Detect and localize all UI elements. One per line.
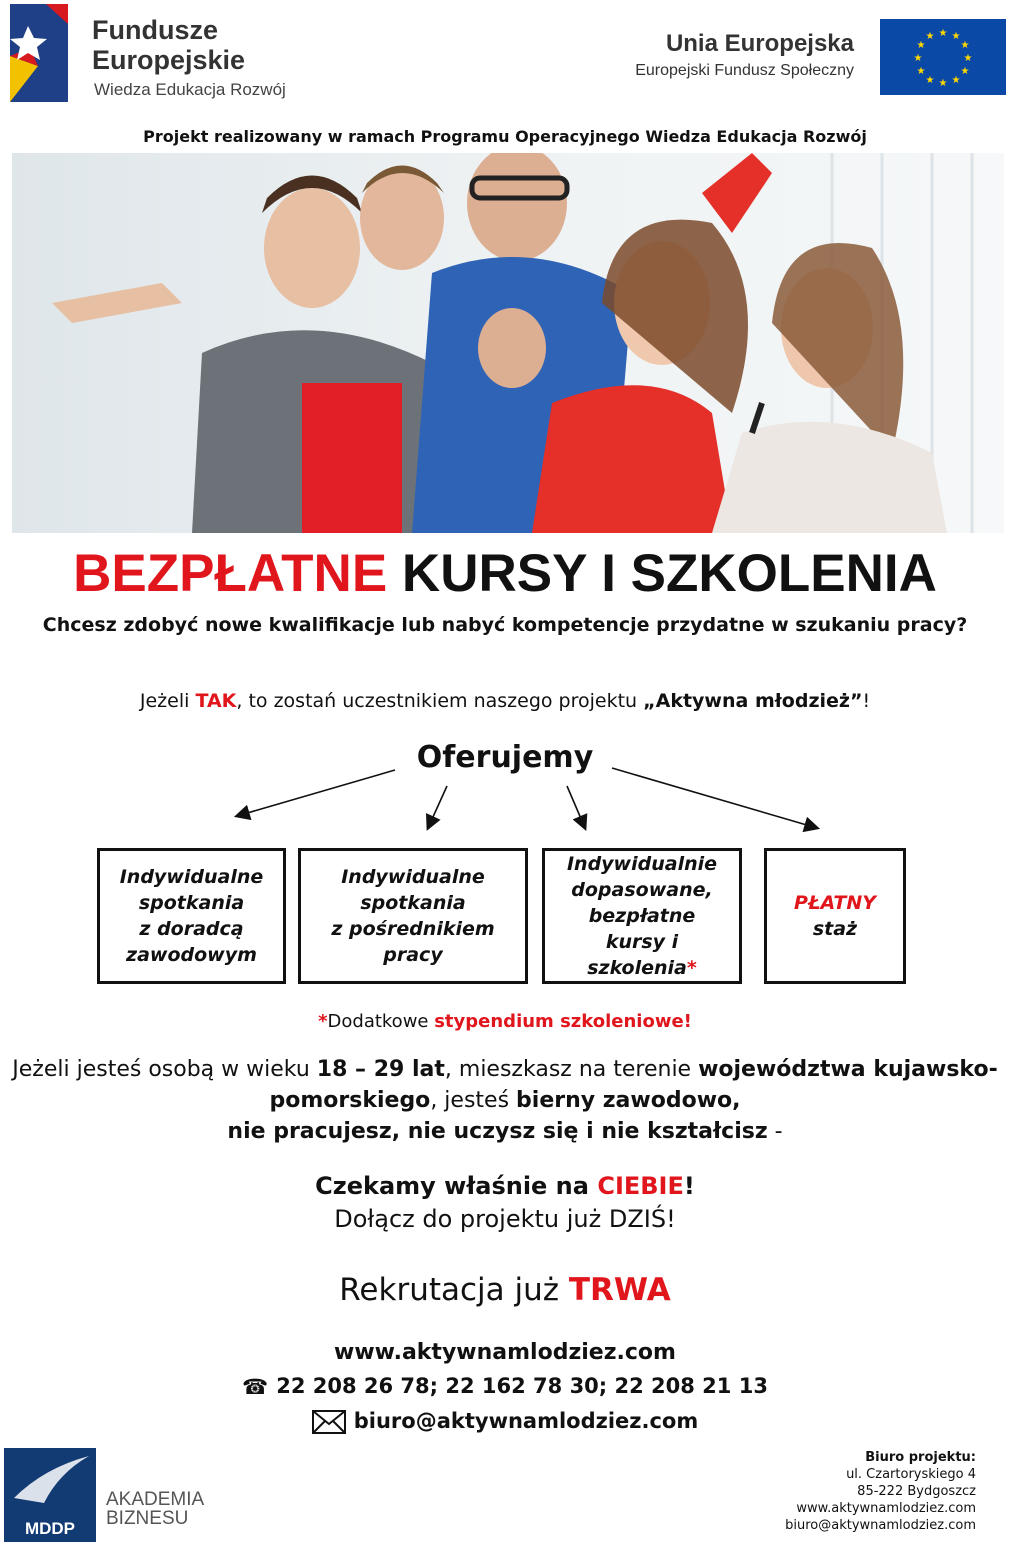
scholarship-pre: Dodatkowe xyxy=(327,1011,435,1032)
czekamy-pre: Czekamy właśnie na xyxy=(315,1172,598,1200)
join-today: Dołącz do projektu już DZIŚ! xyxy=(334,1205,676,1233)
box4-internship: staż xyxy=(812,918,858,940)
envelope-icon xyxy=(312,1410,346,1434)
arrow-to-box1 xyxy=(237,770,395,816)
svg-text:★: ★ xyxy=(916,40,926,51)
email-link[interactable]: biuro@aktywnamlodziez.com xyxy=(353,1409,699,1433)
czekamy-you: CIEBIE xyxy=(597,1172,684,1200)
fe-logo-mark-icon xyxy=(10,4,68,102)
office-website[interactable]: www.aktywnamlodziez.com xyxy=(796,1501,976,1516)
fe-logo-title-line2: Europejskie xyxy=(92,45,246,75)
box2-line: spotkania xyxy=(360,892,466,914)
office-city: 85-222 Bydgoszcz xyxy=(857,1484,976,1499)
box2-line: Indywidualne xyxy=(341,866,485,888)
svg-text:★: ★ xyxy=(960,40,970,51)
arrow-to-box4 xyxy=(612,768,817,828)
project-name: „Aktywna młodzież” xyxy=(643,690,863,712)
arrow-to-box3 xyxy=(567,786,585,828)
offer-box-job-agent xyxy=(298,848,528,984)
svg-text:★: ★ xyxy=(960,66,970,77)
hero-group-photo xyxy=(12,153,1004,533)
elig-inactive: bierny zawodowo, xyxy=(516,1088,741,1113)
tak-line-mid: , to zostań uczestnikiem naszego projektu xyxy=(236,690,644,712)
phone-list[interactable]: 22 208 26 78; 22 162 78 30; 22 208 21 13 xyxy=(276,1374,768,1398)
box1-line: z doradcą xyxy=(139,918,244,940)
scholarship-asterisk: * xyxy=(318,1011,328,1032)
akademia-biznesu-logo xyxy=(106,1490,204,1528)
svg-text:★: ★ xyxy=(925,31,935,42)
ue-logo-title: Unia Europejska xyxy=(665,30,854,57)
recruitment-ongoing: TRWA xyxy=(568,1272,671,1308)
box4-paid: PŁATNY xyxy=(794,892,876,914)
tak-line-end: ! xyxy=(862,690,871,712)
elig-region: województwa kujawsko-pomorskiego xyxy=(269,1057,998,1113)
mddp-text: MDDP xyxy=(24,1519,76,1538)
offer-arrows xyxy=(0,760,1010,840)
recruitment-pre: Rekrutacja już xyxy=(339,1272,569,1308)
fe-logo-title-line1: Fundusze xyxy=(92,15,218,45)
mddp-logo xyxy=(4,1448,96,1542)
czekamy-end: ! xyxy=(683,1172,695,1200)
elig-neet: nie pracujesz, nie uczysz się i nie kształcisz xyxy=(227,1119,768,1144)
box3-line: dopasowane, xyxy=(571,879,713,901)
email-contact xyxy=(0,1409,1010,1434)
intro-question: Chcesz zdobyć nowe kwalifikacje lub nabyć kompetencje przydatne w szukaniu pracy? xyxy=(42,614,968,636)
svg-text:★: ★ xyxy=(951,31,961,42)
headline-courses: KURSY I SZKOLENIA xyxy=(387,544,937,603)
offer-box-paid-internship xyxy=(764,848,906,984)
recruitment-status xyxy=(0,1272,1010,1308)
eu-flag-icon xyxy=(880,19,1006,95)
fundusze-europejskie-logo xyxy=(10,4,330,104)
box3-line: bezpłatne xyxy=(588,905,696,927)
office-title: Biuro projektu: xyxy=(865,1450,976,1465)
svg-text:★: ★ xyxy=(963,53,973,64)
box2-line: pracy xyxy=(383,944,443,966)
offer-box-free-courses xyxy=(542,848,742,984)
scholarship-highlight: stypendium szkoleniowe! xyxy=(434,1011,692,1032)
office-email[interactable]: biuro@aktywnamlodziez.com xyxy=(785,1518,976,1533)
elig-part: , jesteś xyxy=(430,1088,517,1113)
project-office-info xyxy=(785,1449,976,1534)
elig-age: 18 – 29 lat xyxy=(316,1057,445,1082)
phone-icon: ☎ xyxy=(242,1375,269,1399)
svg-text:★: ★ xyxy=(925,75,935,86)
box1-line: zawodowym xyxy=(126,944,257,966)
akademia-line2: BIZNESU xyxy=(106,1508,189,1529)
tak-line-pre: Jeżeli xyxy=(139,690,196,712)
box1-line: Indywidualne xyxy=(119,866,264,888)
fe-logo-subtitle: Wiedza Edukacja Rozwój xyxy=(94,80,286,99)
svg-text:★: ★ xyxy=(938,78,948,89)
svg-text:★: ★ xyxy=(951,75,961,86)
elig-part: Jeżeli jesteś osobą w wieku xyxy=(12,1057,317,1082)
headline-free: BEZPŁATNE xyxy=(73,544,388,603)
eligibility-text xyxy=(10,1054,1000,1147)
elig-part: , mieszkasz na terenie xyxy=(444,1057,699,1082)
ue-logo-subtitle: Europejski Fundusz Społeczny xyxy=(635,62,854,79)
project-program-line: Projekt realizowany w ramach Programu Operacyjnego Wiedza Edukacja Rozwój xyxy=(143,127,867,146)
box1-line: spotkania xyxy=(138,892,245,914)
arrow-to-box2 xyxy=(428,786,447,828)
box3-line: szkolenia xyxy=(587,957,687,979)
tak-line xyxy=(0,690,1010,712)
offer-title: Oferujemy xyxy=(416,740,594,775)
box3-line: Indywidualnie xyxy=(566,853,718,875)
headline xyxy=(0,543,1010,604)
svg-text:★: ★ xyxy=(938,28,948,39)
box2-line: z pośrednikiem xyxy=(331,918,495,940)
box3-line: kursy i xyxy=(605,931,679,953)
website-link[interactable]: www.aktywnamlodziez.com xyxy=(334,1340,676,1365)
tak-word: TAK xyxy=(195,690,237,712)
akademia-line1: AKADEMIA xyxy=(106,1489,205,1510)
svg-text:★: ★ xyxy=(916,66,926,77)
box3-asterisk: * xyxy=(686,957,697,979)
scholarship-note xyxy=(0,1011,1010,1032)
waiting-for-you xyxy=(0,1172,1010,1200)
elig-dash: - xyxy=(767,1119,783,1144)
office-street: ul. Czartoryskiego 4 xyxy=(846,1467,976,1482)
phone-numbers xyxy=(0,1374,1010,1399)
offer-box-career-advisor xyxy=(97,848,286,984)
svg-text:★: ★ xyxy=(913,53,923,64)
